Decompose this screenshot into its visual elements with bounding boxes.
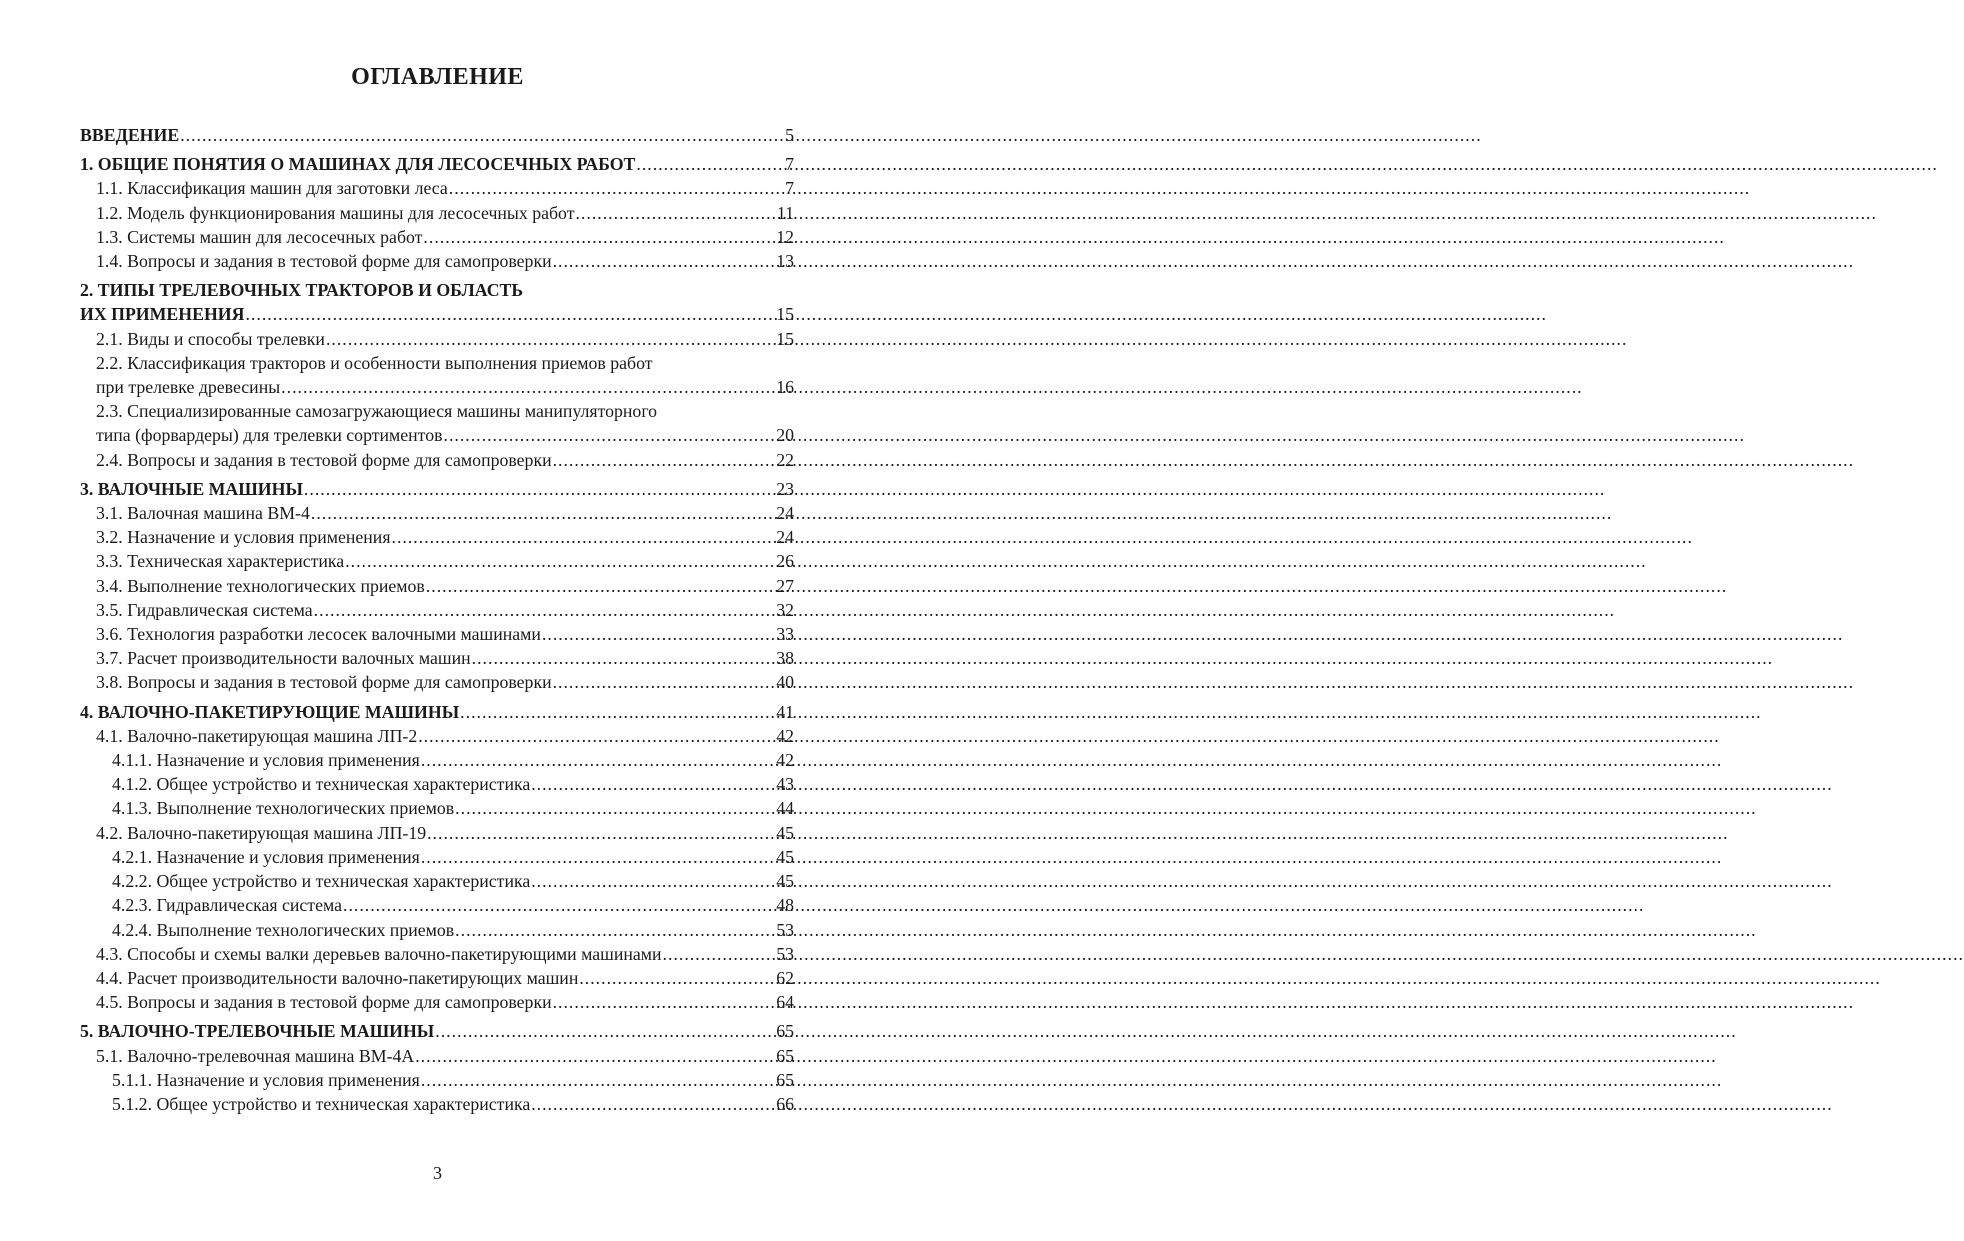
toc-entry-page: 48: [776, 895, 794, 916]
toc-entry-title: 4.2. Валочно-пакетирующая машина ЛП-19: [96, 822, 427, 843]
dot-leader: [530, 772, 773, 796]
toc-entry-page: 64: [776, 992, 794, 1013]
toc-entry[interactable]: [80, 152, 794, 176]
toc-entry[interactable]: [80, 549, 794, 573]
toc-entry[interactable]: [80, 176, 794, 200]
toc-entry-page: 33: [776, 624, 794, 645]
toc-entry-title: 2.4. Вопросы и задания в тестовой форме для самопроверки: [96, 449, 552, 470]
toc-section: [80, 1019, 794, 1116]
toc-entry-page: 43: [776, 774, 794, 795]
toc-entry-page: 44: [776, 798, 794, 819]
dot-leader: [434, 1019, 773, 1043]
toc-entry-title: 4.2.4. Выполнение технологических приемов: [112, 919, 455, 940]
toc-section: [80, 477, 794, 695]
toc-entry-page: 26: [776, 551, 794, 572]
toc-entry-page: 32: [776, 599, 794, 620]
toc-entry-page: 24: [776, 527, 794, 548]
toc-entry-title: 1.2. Модель функционирования машины для лесосечных работ: [96, 202, 575, 223]
dot-leader: [426, 821, 773, 845]
toc-entry-title: 4.1.2. Общее устройство и техническая характеристика: [112, 774, 531, 795]
dot-leader: [530, 869, 773, 893]
dot-leader: [425, 574, 773, 598]
toc-section: [80, 278, 794, 472]
toc-entry-title: 1.1. Классификация машин для заготовки леса: [96, 178, 448, 199]
toc-entry-page: 62: [776, 967, 794, 988]
toc-entry-page: 65: [776, 1045, 794, 1066]
toc-entry-title: 3. ВАЛОЧНЫЕ МАШИНЫ: [80, 478, 303, 499]
toc-entry-title: 2.1. Виды и способы трелевки: [96, 328, 325, 349]
dot-leader: [530, 1092, 773, 1116]
dot-leader: [420, 845, 773, 869]
toc-entry[interactable]: [80, 821, 794, 845]
toc-entry-page: 65: [776, 1021, 794, 1042]
dot-leader: [344, 549, 773, 573]
toc-entry[interactable]: [80, 1092, 794, 1116]
toc-entry[interactable]: [80, 646, 794, 670]
toc-entry[interactable]: [80, 225, 794, 249]
dot-leader: [541, 622, 773, 646]
dot-leader: [459, 700, 773, 724]
toc-entry-page: 23: [776, 478, 794, 499]
toc-entry-page: 22: [776, 449, 794, 470]
toc-entry-page: 40: [776, 672, 794, 693]
toc-entry-page: 24: [776, 503, 794, 524]
toc-entry-page: 15: [776, 328, 794, 349]
toc-entry-title: 3.1. Валочная машина ВМ-4: [96, 503, 310, 524]
dot-leader: [552, 448, 774, 472]
dot-leader: [448, 176, 782, 200]
toc-entry-title: 2. ТИПЫ ТРЕЛЕВОЧНЫХ ТРАКТОРОВ И ОБЛАСТЬ: [80, 280, 524, 301]
dot-leader: [303, 477, 773, 501]
toc-entry-title: 4.5. Вопросы и задания в тестовой форме для самопроверки: [96, 992, 552, 1013]
toc-entry-page: 12: [776, 226, 794, 247]
dot-leader: [574, 201, 773, 225]
toc-entry-title: 3.7. Расчет производительности валочных машин: [96, 648, 471, 669]
toc-entry-title: при трелевке древесины: [96, 377, 281, 398]
toc-entry-page: 7: [785, 154, 794, 175]
toc-entry-title: 5.1.2. Общее устройство и техническая характеристика: [112, 1093, 531, 1114]
toc-entry[interactable]: [80, 123, 794, 147]
toc-entry-title: ВВЕДЕНИЕ: [80, 125, 180, 145]
dot-leader: [414, 1044, 773, 1068]
toc-entry[interactable]: [80, 399, 794, 423]
toc-entry-title: 4.2.3. Гидравлическая система: [112, 895, 342, 916]
dot-leader: [454, 918, 773, 942]
toc-entry[interactable]: [80, 670, 794, 694]
toc-entry[interactable]: [80, 278, 794, 302]
page-number: 3: [433, 1163, 442, 1183]
toc-entry[interactable]: [80, 990, 794, 1014]
toc-entry-page: 45: [776, 846, 794, 867]
toc-entry-title: 4. ВАЛОЧНО-ПАКЕТИРУЮЩИЕ МАШИНЫ: [80, 701, 460, 722]
dot-leader: [420, 1068, 773, 1092]
toc-entry-title: 3.2. Назначение и условия применения: [96, 527, 391, 548]
toc-entry-title: 1. ОБЩИЕ ПОНЯТИЯ О МАШИНАХ ДЛЯ ЛЕСОСЕЧНЫХ РАБОТ: [80, 154, 636, 175]
toc-entry-title: 2.3. Специализированные самозагружающиеся машины манипуляторного: [96, 401, 658, 422]
toc-entry[interactable]: [80, 1044, 794, 1068]
toc-entry[interactable]: [80, 477, 794, 501]
toc-entry-title: 3.5. Гидравлическая система: [96, 599, 313, 620]
dot-leader: [552, 990, 774, 1014]
toc-entry[interactable]: [80, 772, 794, 796]
page-title: ОГЛАВЛЕНИЕ: [351, 64, 524, 90]
dot-leader: [342, 893, 773, 917]
toc-entry-page: 27: [776, 575, 794, 596]
toc-entry[interactable]: [80, 598, 794, 622]
toc-entry[interactable]: [80, 1068, 794, 1092]
toc-entry[interactable]: [80, 845, 794, 869]
dot-leader: [443, 423, 774, 447]
toc-entry[interactable]: [80, 525, 794, 549]
dot-leader: [552, 249, 774, 273]
toc-entry-page: 16: [776, 377, 794, 398]
toc-entry[interactable]: [80, 423, 794, 447]
toc-entry-title: 3.3. Техническая характеристика: [96, 551, 345, 572]
toc-entry-title: 3.4. Выполнение технологических приемов: [96, 575, 425, 596]
dot-leader: [325, 327, 773, 351]
toc-entry-page: 53: [776, 943, 794, 964]
toc-entry[interactable]: [80, 796, 794, 820]
toc-entry-page: 11: [776, 202, 794, 223]
dot-leader: [391, 525, 774, 549]
dot-leader: [422, 225, 773, 249]
dot-leader: [471, 646, 774, 670]
toc-entry-title: 5.1. Валочно-трелевочная машина ВМ-4А: [96, 1045, 415, 1066]
dot-leader: [417, 724, 773, 748]
toc-entry[interactable]: [80, 249, 794, 273]
toc-entry-page: 45: [776, 822, 794, 843]
toc-entry[interactable]: [80, 351, 794, 375]
toc-entry-title: 4.2.1. Назначение и условия применения: [112, 846, 420, 867]
toc-entry[interactable]: [80, 327, 794, 351]
toc-entry-title: 4.3. Способы и схемы валки деревьев валочно-пакетирующими машинами: [96, 943, 662, 964]
toc-entry-page: 20: [776, 425, 794, 446]
toc-entry-page: 53: [776, 919, 794, 940]
toc-entry-page: 42: [776, 725, 794, 746]
dot-leader: [244, 302, 773, 326]
toc-entry-page: 7: [785, 178, 794, 199]
toc-entry-page: 5: [785, 125, 794, 145]
dot-leader: [280, 375, 773, 399]
toc-entry[interactable]: [80, 574, 794, 598]
toc-entry[interactable]: [80, 748, 794, 772]
dot-leader: [662, 942, 774, 966]
toc-entry-page: 41: [776, 701, 794, 722]
table-of-contents: [80, 123, 794, 1121]
toc-entry[interactable]: [80, 622, 794, 646]
toc-entry-page: 13: [776, 251, 794, 272]
toc-entry[interactable]: [80, 700, 794, 724]
toc-entry-page: 65: [776, 1069, 794, 1090]
toc-entry-page: 38: [776, 648, 794, 669]
toc-entry[interactable]: [80, 1019, 794, 1043]
dot-leader: [313, 598, 774, 622]
toc-entry-title: 1.3. Системы машин для лесосечных работ: [96, 226, 423, 247]
dot-leader: [454, 796, 773, 820]
toc-entry[interactable]: [80, 375, 794, 399]
toc-section: [80, 123, 794, 147]
toc-entry-page: 42: [776, 750, 794, 771]
toc-entry-title: типа (форвардеры) для трелевки сортиментов: [96, 425, 443, 446]
toc-entry[interactable]: [80, 501, 794, 525]
toc-entry[interactable]: [80, 893, 794, 917]
dot-leader: [552, 670, 774, 694]
toc-entry-title: 5.1.1. Назначение и условия применения: [112, 1069, 420, 1090]
toc-entry-title: 3.8. Вопросы и задания в тестовой форме для самопроверки: [96, 672, 552, 693]
toc-entry[interactable]: [80, 724, 794, 748]
toc-entry-page: 66: [776, 1093, 794, 1114]
toc-entry[interactable]: [80, 918, 794, 942]
toc-entry-title: 5. ВАЛОЧНО-ТРЕЛЕВОЧНЫЕ МАШИНЫ: [80, 1021, 435, 1042]
toc-entry-title: 1.4. Вопросы и задания в тестовой форме для самопроверки: [96, 251, 552, 272]
dot-leader: [420, 748, 773, 772]
toc-entry-title: ИХ ПРИМЕНЕНИЯ: [80, 304, 245, 325]
dot-leader: [578, 966, 773, 990]
toc-entry-title: 2.2. Классификация тракторов и особенности выполнения приемов работ: [96, 352, 653, 373]
toc-entry-title: 4.1.1. Назначение и условия применения: [112, 750, 420, 771]
document-page: [0, 0, 875, 1241]
toc-entry-title: 3.6. Технология разработки лесосек валочными машинами: [96, 624, 541, 645]
toc-entry-title: 4.1. Валочно-пакетирующая машина ЛП-2: [96, 725, 418, 746]
toc-entry[interactable]: [80, 942, 794, 966]
toc-entry-page: 45: [776, 871, 794, 892]
toc-section: [80, 152, 794, 273]
toc-entry-title: 4.4. Расчет производительности валочно-пакетирующих машин: [96, 967, 579, 988]
toc-entry[interactable]: [80, 966, 794, 990]
dot-leader: [310, 501, 773, 525]
dot-leader: [179, 123, 782, 147]
toc-entry[interactable]: [80, 302, 794, 326]
toc-entry[interactable]: [80, 869, 794, 893]
toc-entry[interactable]: [80, 201, 794, 225]
toc-entry[interactable]: [80, 448, 794, 472]
toc-section: [80, 700, 794, 1015]
dot-leader: [635, 152, 782, 176]
toc-entry-page: 15: [776, 304, 794, 325]
toc-entry-title: 4.1.3. Выполнение технологических приемов: [112, 798, 455, 819]
toc-entry-title: 4.2.2. Общее устройство и техническая характеристика: [112, 871, 531, 892]
